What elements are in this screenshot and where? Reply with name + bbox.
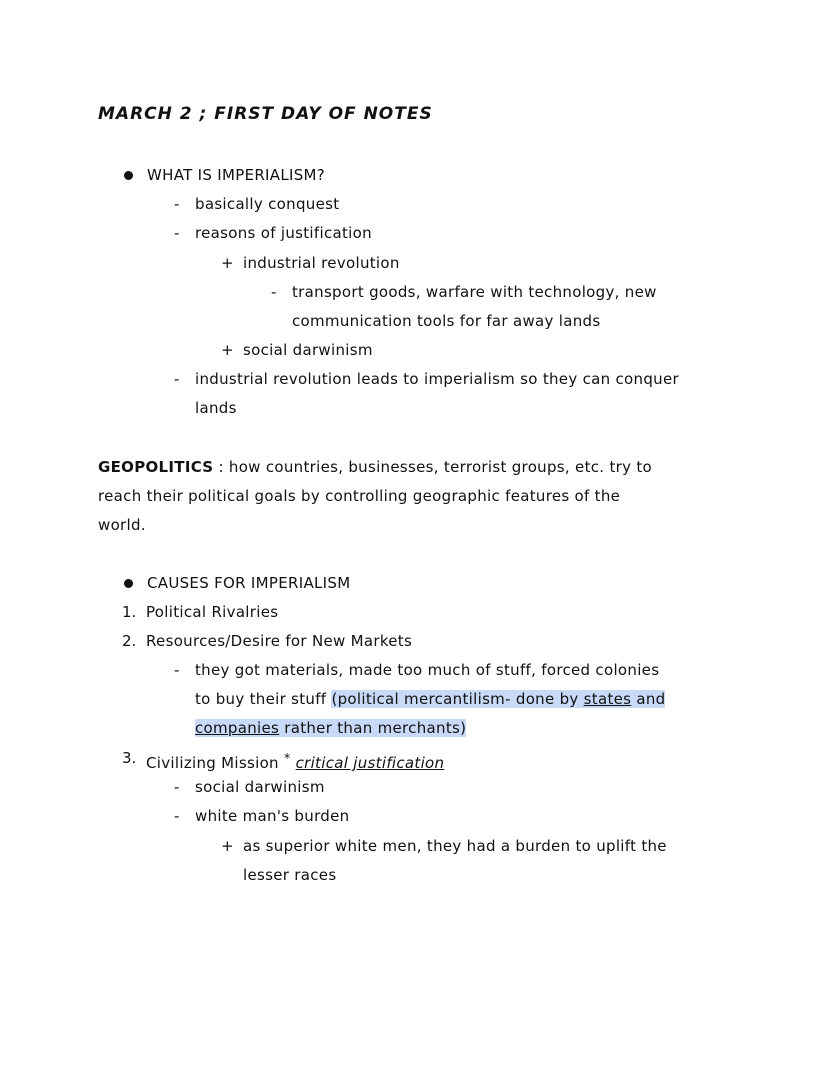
definition-term: GEOPOLITICS <box>98 458 214 476</box>
plus-marker: + <box>221 837 234 855</box>
section-heading: CAUSES FOR IMPERIALISM <box>147 574 351 592</box>
dash-marker: - <box>174 370 180 388</box>
underlined-text: states <box>583 690 632 708</box>
bullet-icon <box>124 171 133 180</box>
page-title: MARCH 2 ; FIRST DAY OF NOTES <box>98 104 433 124</box>
definition-text: world. <box>98 516 146 534</box>
dash-marker: - <box>271 283 277 301</box>
list-item: as superior white men, they had a burden to uplift the <box>243 837 667 855</box>
dash-marker: - <box>174 807 180 825</box>
bullet-icon <box>124 579 133 588</box>
section-heading: WHAT IS IMPERIALISM? <box>147 166 326 184</box>
list-item: basically conquest <box>195 195 340 213</box>
list-item: social darwinism <box>195 778 325 796</box>
text: to buy their stuff <box>195 690 332 708</box>
list-item: white man's burden <box>195 807 350 825</box>
underlined-italic-text: critical justification <box>295 754 445 772</box>
highlighted-text <box>331 690 665 708</box>
number-marker: 2. <box>122 632 137 650</box>
list-item: Political Rivalries <box>146 603 279 621</box>
text: Civilizing Mission <box>146 754 279 772</box>
plus-marker: + <box>221 254 234 272</box>
list-item: transport goods, warfare with technology, new <box>292 283 657 301</box>
definition-text: : how countries, businesses, terrorist groups, etc. try to <box>213 458 652 476</box>
definition-text: reach their political goals by controlling geographic features of the <box>98 487 621 505</box>
highlighted-text <box>195 719 466 737</box>
number-marker: 1. <box>122 603 137 621</box>
list-item-continued: communication tools for far away lands <box>292 312 601 330</box>
dash-marker: - <box>174 195 180 213</box>
list-item: they got materials, made too much of stuff, forced colonies <box>195 661 660 679</box>
list-item: Resources/Desire for New Markets <box>146 632 413 650</box>
definition-line <box>98 455 652 479</box>
text: rather than merchants) <box>279 719 467 737</box>
list-item: industrial revolution leads to imperialism so they can conquer <box>195 370 679 388</box>
number-marker: 3. <box>122 749 137 767</box>
list-item-continued: lesser races <box>243 866 337 884</box>
list-item: reasons of justification <box>195 224 372 242</box>
list-item <box>146 746 444 770</box>
underlined-text: companies <box>195 719 280 737</box>
dash-marker: - <box>174 224 180 242</box>
list-item-continued: lands <box>195 399 237 417</box>
asterisk: * <box>283 750 291 765</box>
dash-marker: - <box>174 661 180 679</box>
list-item-continued <box>195 716 466 740</box>
text: (political mercantilism- done by <box>331 690 584 708</box>
list-item-continued <box>195 687 665 711</box>
dash-marker: - <box>174 778 180 796</box>
list-item: social darwinism <box>243 341 373 359</box>
plus-marker: + <box>221 341 234 359</box>
list-item: industrial revolution <box>243 254 400 272</box>
text: and <box>631 690 666 708</box>
